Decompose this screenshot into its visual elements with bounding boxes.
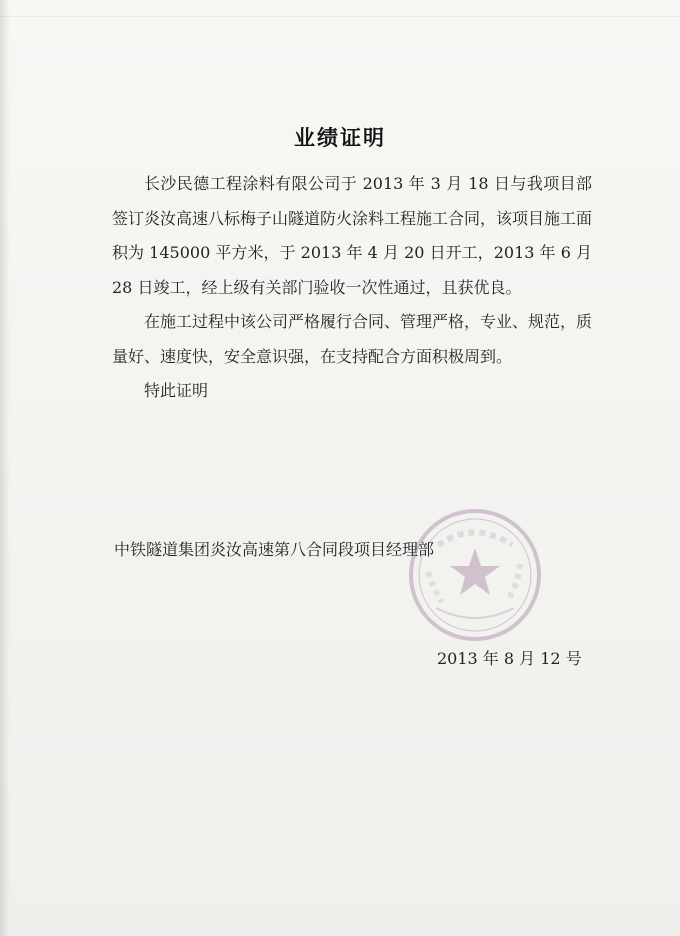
document-title: 业绩证明 xyxy=(294,125,386,150)
seal-graphic xyxy=(411,511,539,639)
official-seal-stamp xyxy=(400,500,550,650)
paragraph-3: 特此证明 xyxy=(144,381,209,400)
scan-line xyxy=(0,16,680,17)
issue-date: 2013 年 8 月 12 号 xyxy=(437,649,582,668)
seal-star-icon xyxy=(450,548,500,595)
document-body xyxy=(112,167,592,409)
paragraph-2: 在施工过程中该公司严格履行合同、管理严格，专业、规范，质量好、速度快，安全意识强，在支持配合方面积极周到。 xyxy=(112,312,593,366)
paragraph-1: 长沙民德工程涂料有限公司于 2013 年 3 月 18 日与我项目部签订炎汝高速八标梅子山隧道防火涂料工程施工合同，该项目施工面积为 145000 平方米，于 2013 年 4 月 20 日开工，2013 年 6 月 28 日竣工，经上级有关部门验收一次性通过，且获优良。 xyxy=(112,174,593,297)
issuing-organization: 中铁隧道集团炎汝高速第八合同段项目经理部 xyxy=(114,540,435,559)
